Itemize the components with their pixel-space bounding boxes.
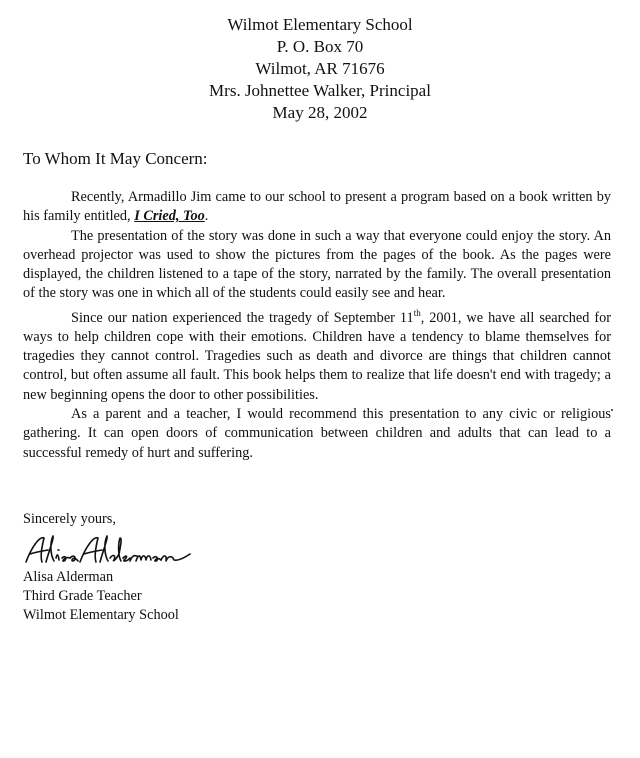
letterhead <box>0 14 640 124</box>
signer-name: Alisa Alderman <box>23 569 114 585</box>
salutation: To Whom It May Concern: <box>23 149 208 168</box>
signer-school: Wilmot Elementary School <box>23 607 179 623</box>
complimentary-close: Sincerely yours, <box>23 511 116 527</box>
po-box: P. O. Box 70 <box>276 37 364 56</box>
scan-speck <box>611 409 613 411</box>
principal-line: Mrs. Johnettee Walker, Principal <box>209 81 431 100</box>
signature-block <box>23 568 179 625</box>
paragraph-1: Recently, Armadillo Jim came to our school to present a program based on a book written by his family entitled, I Cried, Too. <box>23 189 611 225</box>
book-title: I Cried, Too <box>134 208 205 225</box>
letter-body <box>23 188 611 463</box>
paragraph-4: As a parent and a teacher, I would recommend this presentation to any civic or religious gathering. It can open doors of communication between children and adults that can lead to a successful remedy of hurt and suffering. <box>23 406 611 461</box>
letter-date: May 28, 2002 <box>272 103 368 122</box>
city-state-zip: Wilmot, AR 71676 <box>255 59 385 78</box>
signer-title: Third Grade Teacher <box>23 588 142 604</box>
school-name: Wilmot Elementary School <box>227 15 413 34</box>
paragraph-3: Since our nation experienced the tragedy of September 11th, 2001, we have all searched for ways to help children cope with their emotions. Children have a tendency to blame themselves for tragedies they cannot control. Tragedies such as death and divorce are things that children cannot control, but often assume all fault. This book helps them to realize that life doesn't end with tragedy; a new beginning opens the door to other possibilities. <box>23 307 612 403</box>
paragraph-2: The presentation of the story was done in such a way that everyone could enjoy the story. An overhead projector was used to show the pictures from the pages of the book. As the pages were displayed, the children listened to a tape of the story, narrated by the family. The overall presentation of the story was one in which all of the students could easily see and hear. <box>23 227 611 302</box>
